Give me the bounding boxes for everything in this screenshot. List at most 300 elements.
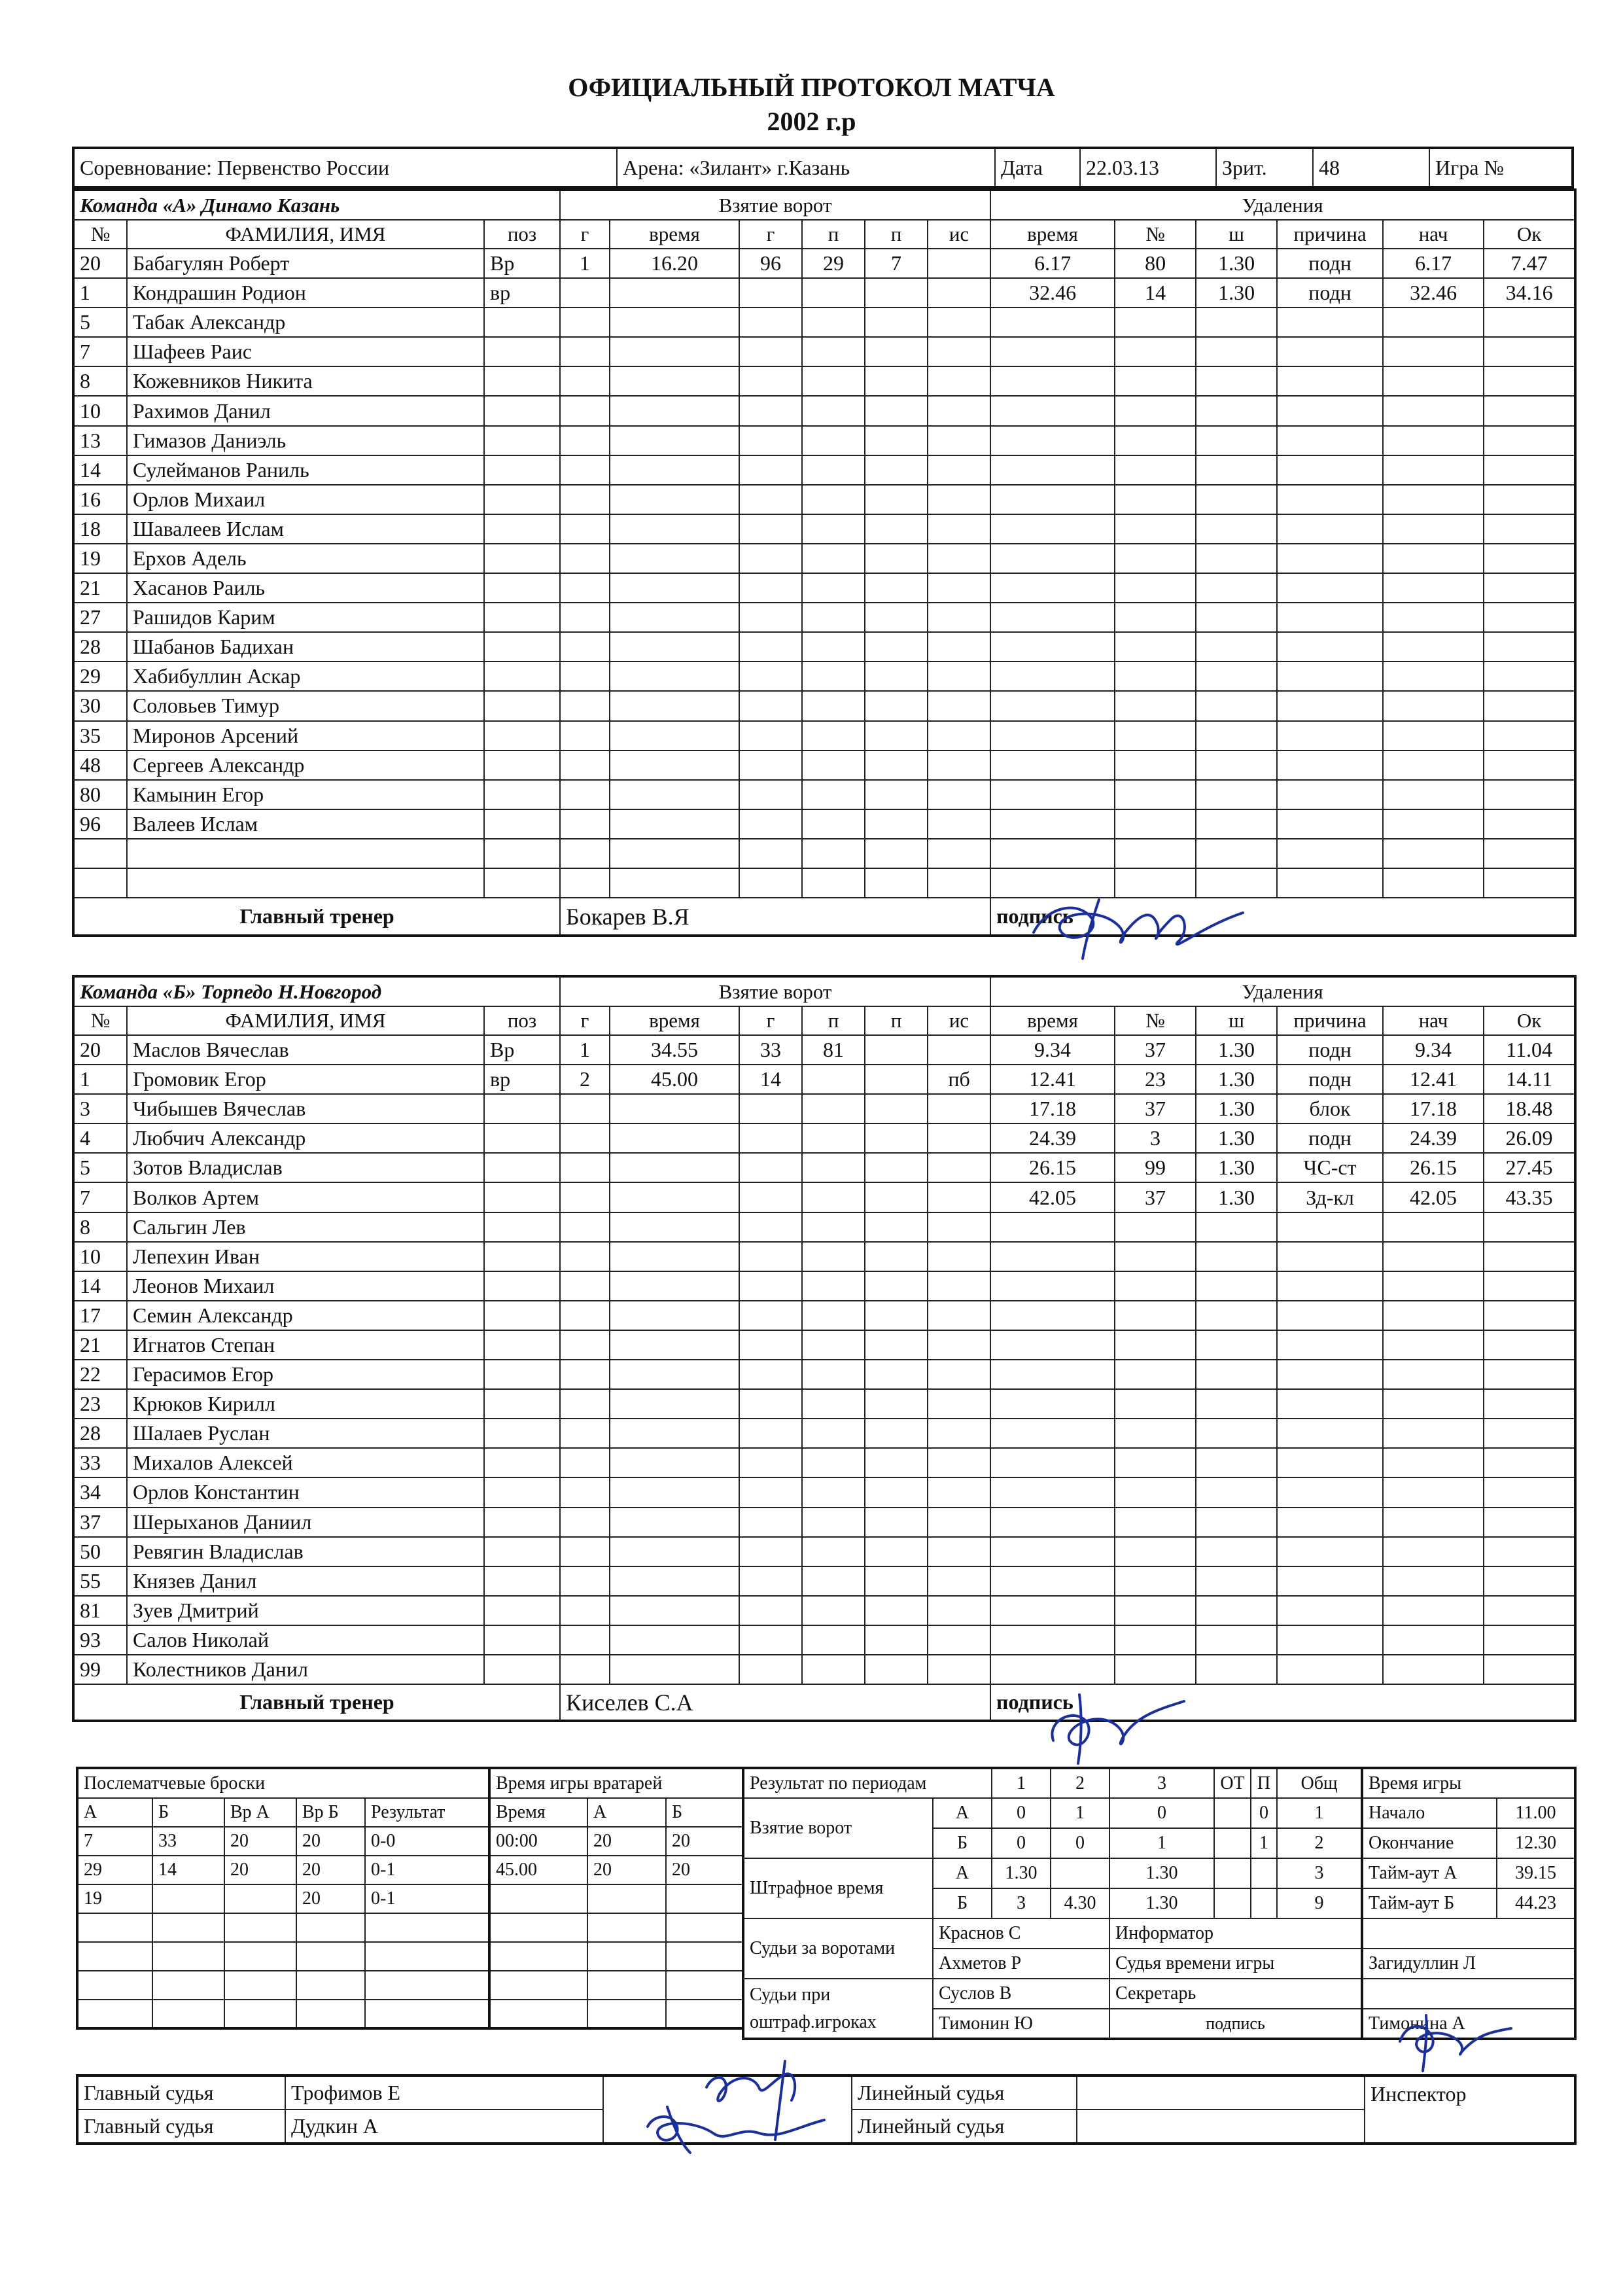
player-position [484,1625,560,1655]
period-value: 1.30 [1109,1858,1214,1888]
penalty-player [1115,1625,1196,1655]
col-num: № [73,1006,127,1035]
goalie-cell [489,2000,587,2028]
player-position [484,1212,560,1242]
goal-scorer [739,1655,802,1684]
goal-number [560,1330,610,1360]
penalty-end [1484,396,1575,425]
shootout-cell [224,1913,296,1942]
goal-assist-2 [865,1153,928,1182]
player-row [73,1271,1575,1301]
goal-judge-2: Ахметов Р [933,1949,1109,1979]
main-referee-signature [628,2048,864,2159]
goal-scorer [739,1330,802,1360]
penalty-start [1383,1448,1484,1477]
penalty-reason: блок [1277,1094,1383,1123]
player-number: 5 [73,308,127,337]
player-name: Шавалеев Ислам [127,514,484,544]
player-number: 33 [73,1448,127,1477]
player-row [73,1360,1575,1389]
player-row [73,1655,1575,1684]
player-name: Сальгин Лев [127,1212,484,1242]
goal-time [610,1448,739,1477]
goal-scorer [739,1477,802,1507]
penalty-duration [1196,1360,1277,1389]
goal-type [928,308,990,337]
penalty-time [990,751,1115,780]
player-position [484,1537,560,1566]
game-time-row [1362,1798,1575,1828]
goal-time [610,485,739,514]
player-position: вр [484,278,560,308]
penalty-duration [1196,1625,1277,1655]
penalty-player [1115,1448,1196,1477]
penalty-reason [1277,1625,1383,1655]
penalty-start [1383,780,1484,809]
penalty-time [990,1242,1115,1271]
penalty-duration [1196,1419,1277,1448]
penalty-end [1484,1625,1575,1655]
penalty-start [1383,1271,1484,1301]
period-value: 0 [992,1828,1051,1858]
goalie-cell: 00:00 [489,1827,587,1856]
player-row [73,1242,1575,1271]
player-number: 27 [73,603,127,632]
player-name: Орлов Михаил [127,485,484,514]
goal-assist-1 [802,1182,865,1212]
penalty-duration [1196,514,1277,544]
goal-number [560,1655,610,1684]
penalty-end: 43.35 [1484,1182,1575,1212]
col-p1: п [802,1006,865,1035]
game-time-row [1362,1828,1575,1858]
goal-time [610,278,739,308]
player-name: Шалаев Руслан [127,1419,484,1448]
goal-assist-1 [802,514,865,544]
goal-assist-2 [865,751,928,780]
goal-scorer [739,485,802,514]
penalty-start [1383,366,1484,396]
player-name: Кожевников Никита [127,366,484,396]
team-a-title: Команда «А» Динамо Казань [73,190,560,220]
col-num: № [73,220,127,249]
penalty-duration [1196,632,1277,662]
penalty-duration: 1.30 [1196,278,1277,308]
penalty-player [1115,573,1196,603]
goal-number [560,632,610,662]
goal-assist-2 [865,455,928,485]
penalty-end: 34.16 [1484,278,1575,308]
shootout-cell [224,1884,296,1913]
player-number: 29 [73,662,127,691]
penalty-start [1383,868,1484,898]
goal-assist-1 [802,1360,865,1389]
penalty-start [1383,721,1484,751]
penalty-reason [1277,691,1383,720]
goal-scorer [739,1596,802,1625]
shootout-col-header: Вр А [224,1798,296,1827]
arena: Арена: «Зилант» г.Казань [617,148,995,187]
col-pen-start: нач [1383,220,1484,249]
penalty-player: 3 [1115,1123,1196,1153]
goal-assist-1 [802,691,865,720]
shootout-cell [77,1971,152,2000]
player-position [484,809,560,839]
goal-assist-1 [802,1596,865,1625]
player-row [73,1448,1575,1477]
goal-number [560,1625,610,1655]
goal-assist-2 [865,1271,928,1301]
goal-time [610,809,739,839]
goal-number [560,1448,610,1477]
goalie-cell [587,1884,666,1913]
player-position [484,1242,560,1271]
penalty-reason [1277,1508,1383,1537]
penalty-end: 14.11 [1484,1065,1575,1094]
penalty-end [1484,603,1575,632]
goal-time: 45.00 [610,1065,739,1094]
penalty-start [1383,1508,1484,1537]
penalty-end [1484,868,1575,898]
game-time-table [1361,1767,1577,2040]
goalie-row [489,1971,743,2000]
goal-assist-1 [802,1242,865,1271]
penalty-start [1383,1655,1484,1684]
penalty-reason [1277,662,1383,691]
goal-time [610,1123,739,1153]
penalty-reason [1277,1655,1383,1684]
penalty-time: 9.34 [990,1035,1115,1065]
player-number: 1 [73,1065,127,1094]
shootout-cell [152,2000,224,2028]
penalty-start: 24.39 [1383,1123,1484,1153]
goal-assist-1 [802,1448,865,1477]
penalty-player [1115,1537,1196,1566]
col-is: ис [928,220,990,249]
goalie-row [489,2000,743,2028]
penalty-duration [1196,1537,1277,1566]
goal-scorer [739,1360,802,1389]
penalty-start: 42.05 [1383,1182,1484,1212]
penalty-player [1115,1508,1196,1537]
penalty-duration [1196,1212,1277,1242]
penalty-end [1484,721,1575,751]
period-value: 2 [1277,1828,1362,1858]
goal-assist-1 [802,573,865,603]
player-position [484,1655,560,1684]
penalty-end [1484,1271,1575,1301]
player-position [484,1477,560,1507]
player-number: 96 [73,809,127,839]
player-number: 4 [73,1123,127,1153]
game-number-label: Игра № [1429,148,1573,187]
penalty-reason [1277,780,1383,809]
shootout-cell: 19 [77,1884,152,1913]
goal-assist-1 [802,455,865,485]
page-subtitle: 2002 г.р [767,107,856,136]
col-time: время [610,1006,739,1035]
goal-assist-2 [865,603,928,632]
player-row [73,1625,1575,1655]
player-position [484,1182,560,1212]
penalty-duration: 1.30 [1196,1182,1277,1212]
player-name [127,868,484,898]
player-position [484,1566,560,1596]
penalty-end [1484,839,1575,868]
goal-assist-1 [802,485,865,514]
game-time-value: 12.30 [1497,1828,1575,1858]
col-p2: п [865,220,928,249]
goal-scorer [739,1301,802,1330]
period-value: 3 [992,1888,1051,1918]
player-position [484,751,560,780]
player-number: 37 [73,1508,127,1537]
game-time-label: Окончание [1362,1828,1497,1858]
penalty-time [990,573,1115,603]
penalty-reason: подн [1277,249,1383,278]
period-value [1251,1888,1277,1918]
penalty-player: 14 [1115,278,1196,308]
goal-number [560,337,610,366]
match-info-table [72,147,1574,188]
penalty-duration [1196,1301,1277,1330]
goalie-cell: 20 [666,1827,743,1856]
shootout-cell [365,1913,489,1942]
goals-section-title: Взятие ворот [560,976,990,1006]
goal-type [928,1596,990,1625]
penalty-reason: подн [1277,1123,1383,1153]
col-g2: г [739,220,802,249]
goalie-cell [666,1884,743,1913]
col-name: ФАМИЛИЯ, ИМЯ [127,1006,484,1035]
player-name: Любчич Александр [127,1123,484,1153]
goalie-cell: 20 [666,1856,743,1884]
player-name [127,839,484,868]
date: 22.03.13 [1080,148,1216,187]
penalty-duration: 1.30 [1196,1094,1277,1123]
penalty-start [1383,691,1484,720]
goal-assist-2 [865,544,928,573]
penalty-duration [1196,337,1277,366]
col-is: ис [928,1006,990,1035]
player-row [73,455,1575,485]
penalty-duration [1196,1271,1277,1301]
goal-type [928,1123,990,1153]
penalty-reason [1277,308,1383,337]
player-name: Ерхов Адель [127,544,484,573]
penalties-section-title: Удаления [990,190,1575,220]
goal-time [610,1419,739,1448]
player-name: Зотов Владислав [127,1153,484,1182]
goal-assist-1 [802,809,865,839]
goal-number [560,662,610,691]
goal-number [560,1389,610,1419]
goal-type [928,366,990,396]
shootout-row [77,1827,489,1856]
penalty-time [990,721,1115,751]
period-value: 0 [1051,1828,1109,1858]
goal-number [560,751,610,780]
goal-number [560,1360,610,1389]
player-row [73,426,1575,455]
player-number: 13 [73,426,127,455]
penalty-time [990,1271,1115,1301]
inspector-label: Инспектор [1365,2075,1575,2144]
player-position [484,455,560,485]
player-number [73,868,127,898]
player-name: Бабагулян Роберт [127,249,484,278]
penalty-duration [1196,662,1277,691]
goal-time [610,632,739,662]
penalty-duration [1196,396,1277,425]
player-number: 18 [73,514,127,544]
player-number: 14 [73,455,127,485]
goal-time [610,691,739,720]
penalty-duration [1196,1596,1277,1625]
goalie-row [489,1884,743,1913]
col-time: время [610,220,739,249]
player-number: 93 [73,1625,127,1655]
penalty-start [1383,337,1484,366]
goal-assist-1 [802,1477,865,1507]
goal-time [610,780,739,809]
secretary-label: Секретарь [1109,1979,1362,2009]
goal-number [560,809,610,839]
goalie-time-title: Время игры вратарей [489,1768,743,1798]
player-row [73,1389,1575,1419]
goal-judges-label: Судьи за воротами [743,1918,933,1979]
goal-number [560,455,610,485]
player-row [73,544,1575,573]
penalty-time [990,396,1115,425]
penalty-start [1383,514,1484,544]
goal-assist-2 [865,1182,928,1212]
penalty-time [990,1477,1115,1507]
goal-assist-2 [865,426,928,455]
player-position [484,632,560,662]
goal-assist-1 [802,780,865,809]
penalty-start [1383,839,1484,868]
goal-type [928,603,990,632]
player-position [484,337,560,366]
goal-type [928,1182,990,1212]
player-name: Игнатов Степан [127,1330,484,1360]
penalty-player: 37 [1115,1035,1196,1065]
penalty-time [990,1360,1115,1389]
penalty-duration [1196,780,1277,809]
goalie-cell: 20 [587,1827,666,1856]
period-value: 3 [1277,1858,1362,1888]
period-value: 1.30 [992,1858,1051,1888]
goal-assist-2 [865,632,928,662]
player-name: Рашидов Карим [127,603,484,632]
goal-assist-1 [802,1271,865,1301]
goal-assist-2 [865,573,928,603]
player-name: Шерыханов Даниил [127,1508,484,1537]
goal-number [560,1508,610,1537]
goal-time [610,455,739,485]
penalty-time [990,544,1115,573]
penalty-player [1115,1242,1196,1271]
penalty-reason [1277,603,1383,632]
player-name: Табак Александр [127,308,484,337]
goal-assist-2 [865,308,928,337]
goal-scorer [739,1566,802,1596]
penalty-end [1484,1537,1575,1566]
goal-scorer [739,308,802,337]
player-row [73,1477,1575,1507]
player-name: Миронов Арсений [127,721,484,751]
goalie-cell: 45.00 [489,1856,587,1884]
player-number: 17 [73,1301,127,1330]
penalty-time: 32.46 [990,278,1115,308]
goal-assist-1 [802,337,865,366]
penalty-player: 37 [1115,1182,1196,1212]
goal-type [928,868,990,898]
goal-assist-2 [865,662,928,691]
penalty-player [1115,366,1196,396]
penalty-player: 80 [1115,249,1196,278]
shootout-row [77,1942,489,1971]
period-row-label: Взятие ворот [743,1798,933,1858]
col-pen-sh: ш [1196,220,1277,249]
spectators-label: Зрит. [1216,148,1313,187]
penalty-time [990,632,1115,662]
goal-assist-2 [865,1566,928,1596]
goal-type [928,426,990,455]
player-position [484,1330,560,1360]
player-name: Громовик Егор [127,1065,484,1094]
player-name: Кондрашин Родион [127,278,484,308]
player-name: Валеев Ислам [127,809,484,839]
penalty-duration [1196,426,1277,455]
goal-assist-1 [802,1123,865,1153]
goal-time [610,868,739,898]
goal-assist-1 [802,1212,865,1242]
penalty-time [990,1330,1115,1360]
player-row [73,809,1575,839]
goal-number [560,1123,610,1153]
period-value: 1 [1109,1828,1214,1858]
player-position [484,573,560,603]
goal-type [928,1271,990,1301]
player-position [484,366,560,396]
penalty-time: 26.15 [990,1153,1115,1182]
player-name: Гимазов Даниэль [127,426,484,455]
game-time-label: Тайм-аут А [1362,1858,1497,1888]
competition: Соревнование: Первенство России [73,148,617,187]
player-row [73,721,1575,751]
penalty-start: 12.41 [1383,1065,1484,1094]
period-value [1214,1798,1251,1828]
player-row [73,1330,1575,1360]
penalty-player [1115,1655,1196,1684]
penalty-duration [1196,1448,1277,1477]
goal-assist-2 [865,396,928,425]
player-number: 21 [73,573,127,603]
goal-type [928,514,990,544]
goal-assist-2 [865,1389,928,1419]
penalty-reason [1277,426,1383,455]
goal-assist-1 [802,1301,865,1330]
goal-number [560,1212,610,1242]
penalty-time [990,1508,1115,1537]
goal-scorer [739,662,802,691]
goal-scorer [739,426,802,455]
penalty-player [1115,1271,1196,1301]
goal-number [560,573,610,603]
player-number: 35 [73,721,127,751]
